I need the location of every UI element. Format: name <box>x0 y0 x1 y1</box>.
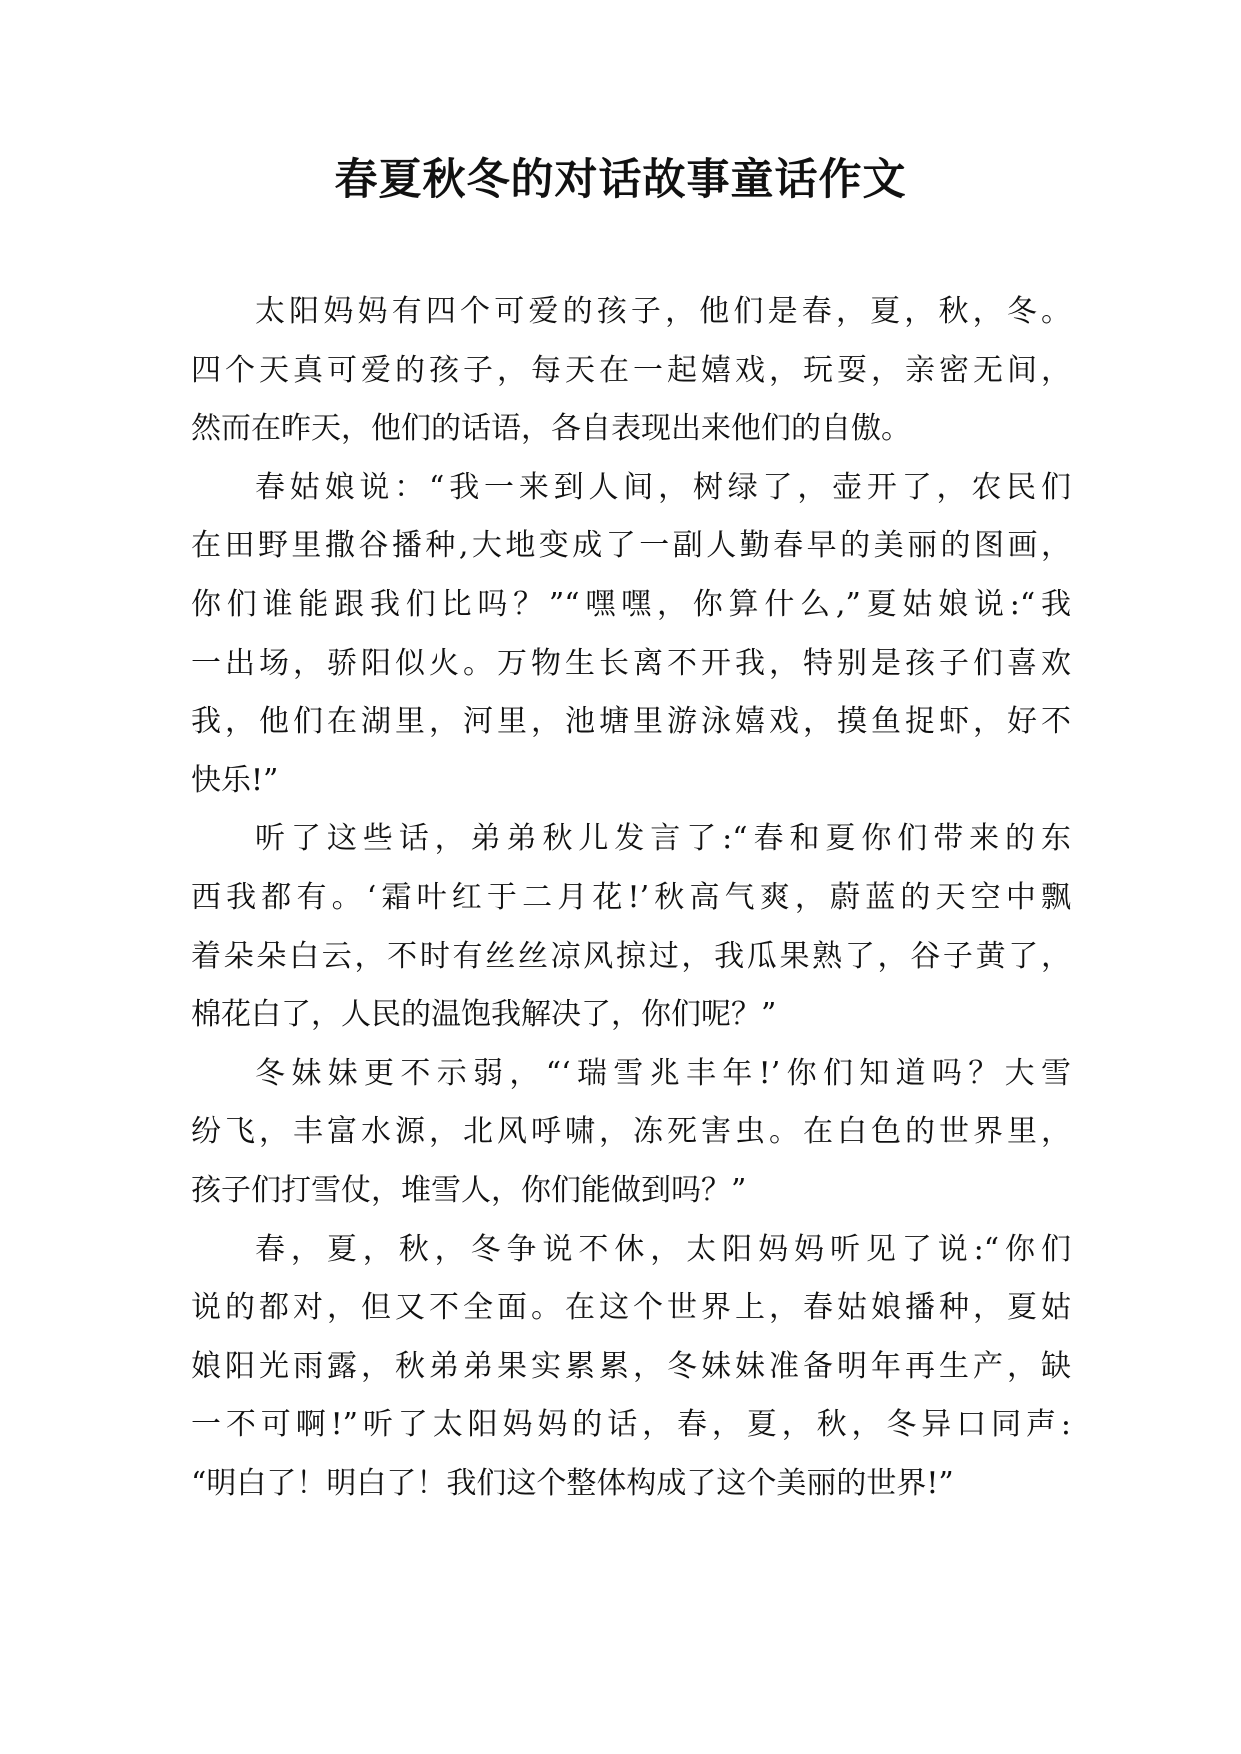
paragraph-3-line-1: 听了这些话，弟弟秋儿发言了:“春和夏你们带来的东 <box>255 821 1071 857</box>
paragraph-2-line-5: 我，他们在湖里，河里，池塘里游泳嬉戏，摸鱼捉虾，好不 <box>191 704 1071 740</box>
paragraph-3-line-2: 西我都有。‘霜叶红于二月花!’秋高气爽，蔚蓝的天空中飘 <box>191 879 1071 915</box>
paragraph-5-line-4: 一不可啊!”听了太阳妈妈的话，春，夏，秋，冬异口同声: <box>191 1407 1071 1443</box>
paragraph-1-line-3: 然而在昨天，他们的话语，各自表现出来他们的自傲。 <box>191 411 911 447</box>
document-body <box>191 283 1071 1513</box>
paragraph-4-line-1: 冬妹妹更不示弱，“‘瑞雪兆丰年!’你们知道吗？大雪 <box>255 1055 1071 1091</box>
paragraph-5-line-2: 说的都对，但又不全面。在这个世界上，春姑娘播种，夏姑 <box>191 1290 1071 1326</box>
paragraph-5-line-5: “明白了！明白了！我们这个整体构成了这个美丽的世界!” <box>191 1465 954 1501</box>
paragraph-2-line-2: 在田野里撒谷播种,大地变成了一副人勤春早的美丽的图画， <box>191 528 1071 564</box>
paragraph-1-line-1: 太阳妈妈有四个可爱的孩子，他们是春，夏，秋，冬。 <box>255 294 1071 329</box>
paragraph-1-line-2: 四个天真可爱的孩子，每天在一起嬉戏，玩耍，亲密无间， <box>191 352 1071 388</box>
paragraph-2-line-3: 你们谁能跟我们比吗？”“嘿嘿，你算什么,”夏姑娘说:“我 <box>191 586 1071 622</box>
paragraph-3-line-4: 棉花白了，人民的温饱我解决了，你们呢？” <box>191 997 777 1033</box>
paragraph-5-line-1: 春，夏，秋，冬争说不休，太阳妈妈听见了说:“你们 <box>255 1231 1071 1267</box>
document-title: 春夏秋冬的对话故事童话作文 <box>334 155 907 205</box>
paragraph-5-line-3: 娘阳光雨露，秋弟弟果实累累，冬妹妹准备明年再生产，缺 <box>191 1348 1071 1384</box>
paragraph-4-line-3: 孩子们打雪仗，堆雪人，你们能做到吗？” <box>191 1172 747 1208</box>
paragraph-4-line-2: 纷飞，丰富水源，北风呼啸，冻死害虫。在白色的世界里， <box>191 1114 1071 1150</box>
paragraph-2-line-6: 快乐!” <box>191 762 279 798</box>
paragraph-2-line-4: 一出场，骄阳似火。万物生长离不开我，特别是孩子们喜欢 <box>191 645 1071 681</box>
paragraph-3-line-3: 着朵朵白云，不时有丝丝凉风掠过，我瓜果熟了，谷子黄了， <box>191 938 1071 974</box>
paragraph-2-line-1: 春姑娘说：“我一来到人间，树绿了，壶开了，农民们 <box>255 469 1071 505</box>
